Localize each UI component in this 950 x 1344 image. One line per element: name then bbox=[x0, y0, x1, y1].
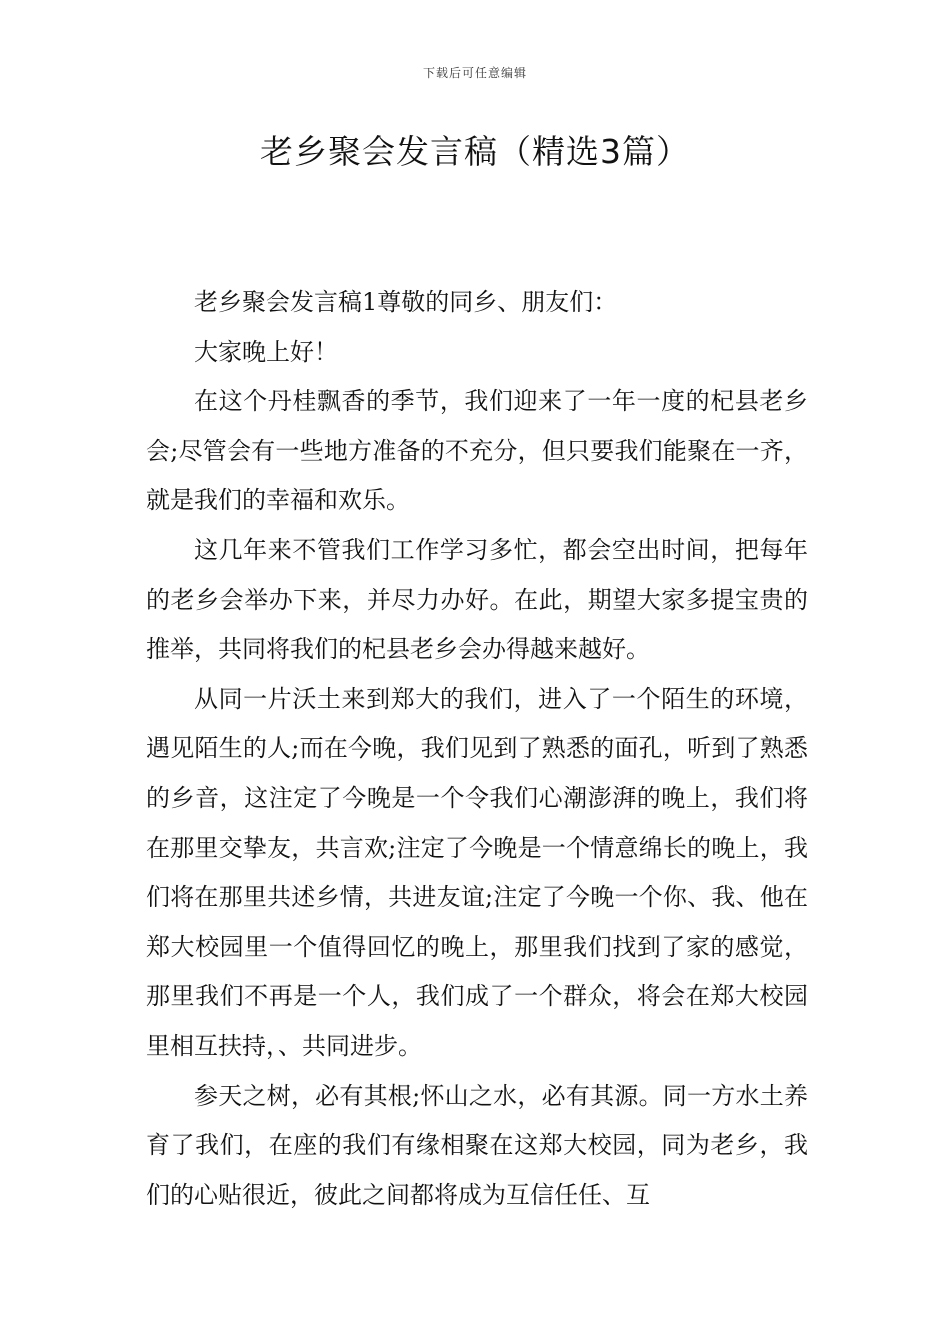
header-note: 下载后可任意编辑 bbox=[422, 66, 527, 80]
paragraph-roots: 参天之树，必有其根;怀山之水，必有其源。同一方水土养育了我们，在座的我们有缘相聚在这郑大校园，同为老乡，我们的心贴很近，彼此之间都将成为互信任任、互 bbox=[146, 1081, 808, 1209]
paragraph-greeting: 大家晚上好！ bbox=[194, 337, 338, 366]
paragraph-season: 在这个丹桂飘香的季节，我们迎来了一年一度的杞县老乡会;尽管会有一些地方准备的不充分，但只要我们能聚在一齐，就是我们的幸福和欢乐。 bbox=[146, 387, 808, 515]
paragraph-greeting-heading: 老乡聚会发言稿1尊敬的同乡、朋友们： bbox=[194, 288, 618, 316]
document-body bbox=[146, 278, 808, 1220]
document-title: 老乡聚会发言稿（精选3篇） bbox=[260, 132, 690, 171]
paragraph-tonight: 从同一片沃土来到郑大的我们，进入了一个陌生的环境，遇见陌生的人;而在今晚，我们见到了熟悉的面孔，听到了熟悉的乡音，这注定了今晚是一个令我们心潮澎湃的晚上，我们将在那里交挚友，共言欢;注定了今晚是一个情意绵长的晚上，我们将在那里共述乡情，共进友谊;注定了今晚一个你、我、他在郑大校园里一个值得回忆的晚上，那里我们找到了家的感觉，那里我们不再是一个人，我们成了一个群众，将会在郑大校园里相互扶持，、共同进步。 bbox=[146, 684, 808, 1060]
paragraph-years: 这几年来不管我们工作学习多忙，都会空出时间，把每年的老乡会举办下来，并尽力办好。在此，期望大家多提宝贵的推举，共同将我们的杞县老乡会办得越来越好。 bbox=[146, 535, 808, 664]
